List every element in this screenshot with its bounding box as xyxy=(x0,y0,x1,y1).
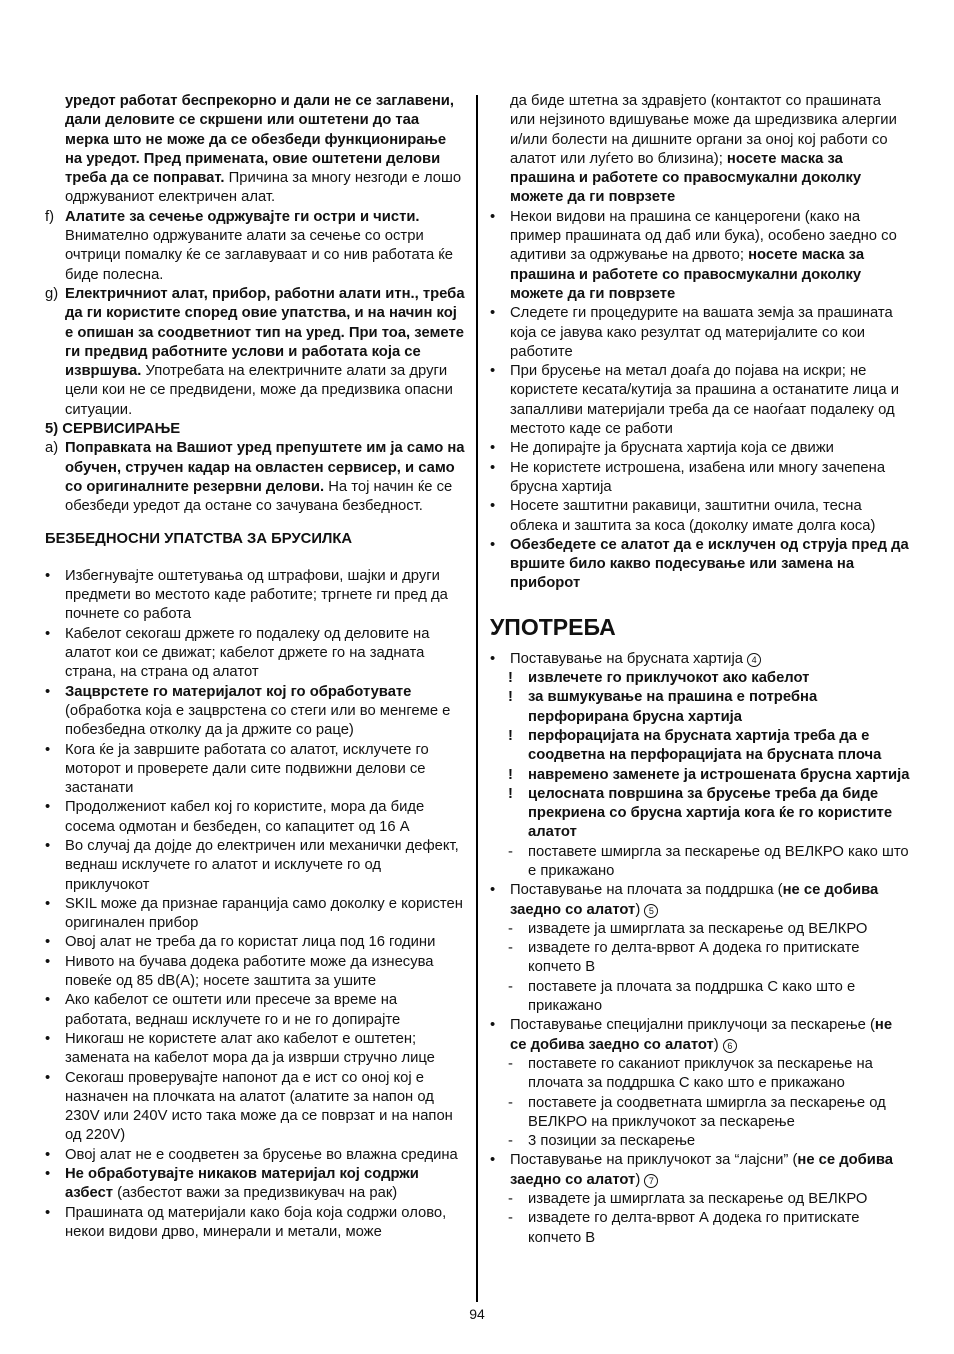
dash-marker: - xyxy=(508,1133,513,1150)
list-item: • Не допирајте ја брусната хартија која се движи xyxy=(490,439,910,458)
step-item: - извадете го делта-врвот А додека го притискате копчето В xyxy=(508,940,860,976)
step-item: - извадете ја шмирглата за пескарење од ВЕЛКРО xyxy=(490,920,910,939)
list-item: • Следете ги процедурите на вашата земја за прашината која се јавува како резултат од материјалите со кои работите xyxy=(490,305,893,360)
list-item: • Овој алат не треба да го користат лица под 16 години xyxy=(45,933,465,952)
column-divider xyxy=(476,95,478,1302)
figure-ref-4: 4 xyxy=(747,653,761,667)
bullet: • xyxy=(45,625,51,642)
figure-ref-6: 6 xyxy=(723,1039,737,1053)
usage-item-sanding-paper: • Поставување на брусната хартија 4 xyxy=(490,650,910,669)
step-list xyxy=(490,920,910,1016)
list-item: • Носете заштитни ракавици, заштитни очила, тесна облека и заштита за коса (доколку имате долга коса) xyxy=(490,498,876,534)
list-item: • Не обработувајте никаков материјал кој содржи азбест (азбестот важи за предизвикувач на рак) xyxy=(45,1166,419,1202)
item-a: a) Поправката на Вашиот уред препуштете им ја само на обучен, стручен кадар на овластен сервисер, и само со оригиналните резервни делови. На тој начин ќе се обезбеди уредот да остане со зачувана безбедност. xyxy=(45,440,465,515)
usage-item-support-plate: • Поставување на плочата за поддршка (не се добива заедно со алатот) 5 xyxy=(490,882,879,918)
intro-paragraph: уредот работат беспрекорно и дали не се заглавени, дали деловите се скршени или оштетени до таа мерка што не може да се обезбеди функционирање на уредот. Пред примената, овие оштетени делови треба да се поправат. Причина за многу незгоди е лошо одржуваниот електричен алат. xyxy=(65,93,462,206)
list-item: • Зацврстете го материјалот кој го обработувате (обработка која е зацврстена со стеги или во менгеме е побезбедна отколку да ја држите со раце) xyxy=(45,683,451,739)
dust-bullet-list xyxy=(490,208,910,594)
warning-marker: ! xyxy=(508,670,513,687)
step-item: - 3 позиции за пескарење xyxy=(490,1132,910,1151)
safety-heading: БЕЗБЕДНОСНИ УПАТСТВА ЗА БРУСИЛКА xyxy=(45,530,353,547)
figure-ref-7: 7 xyxy=(644,1174,658,1188)
bullet: • xyxy=(490,882,496,899)
dash-marker: - xyxy=(508,1094,513,1111)
step-item: - извадете ја шмирглата за пескарење од ВЕЛКРО xyxy=(490,1190,910,1209)
list-item: • Обезбедете се алатот да е исклучен од струја пред да вршите било какво подесување или замена на приборот xyxy=(490,536,909,592)
step-item: - поставете ја плочата за поддршка C како што е прикажано xyxy=(508,978,856,1015)
bullet: • xyxy=(490,650,496,667)
page-number: 94 xyxy=(469,1306,485,1322)
dash-marker: - xyxy=(508,1055,513,1072)
step-item: - поставете ја соодветната шмиргла за пескарење од ВЕЛКРО на приклучокот за пескарење xyxy=(508,1094,886,1130)
bullet: • xyxy=(45,953,51,970)
dash-marker: - xyxy=(508,920,513,937)
bullet: • xyxy=(490,459,496,476)
list-item: • Никогаш не користете алат ако кабелот е оштетен; замената на кабелот мора да ја изврши стручно лице xyxy=(45,1030,435,1067)
list-item: • Не користете истрошена, изабена или многу зачепена брусна хартија xyxy=(490,459,886,495)
list-item: • SKIL може да признае гаранција само доколку е користен оригинален прибор xyxy=(45,895,463,932)
warning-item: ! за вшмукување на прашина е потребна перфорирана брусна хартија xyxy=(508,689,818,725)
list-item: • Кабелот секогаш држете го подалеку од деловите на алатот кои се движат; кабелот држете го на задната страна, на страна од алатот xyxy=(45,625,430,681)
bullet: • xyxy=(45,992,51,1009)
dash-marker: - xyxy=(508,1191,513,1208)
item-marker: a) xyxy=(45,440,59,457)
list-item: • Ако кабелот се оштети или пресече за време на работата, веднаш исклучете го и не го допирајте xyxy=(45,992,401,1028)
list-item: • Кога ќе ја завршите работата со алатот, исклучете го моторот и проверете дали сите подвижни делови се застанати xyxy=(45,741,429,797)
usage-heading: УПОТРЕБА xyxy=(490,613,616,640)
item-marker: g) xyxy=(45,285,59,302)
step-list xyxy=(490,1055,910,1151)
bullet: • xyxy=(45,1030,51,1047)
right-column xyxy=(490,92,910,1248)
bullet: • xyxy=(45,1204,51,1221)
warning-list xyxy=(490,669,910,843)
bullet: • xyxy=(490,1017,496,1034)
warning-item: ! извлечете го приклучокот ако кабелот xyxy=(490,669,910,688)
list-item: • При брусење на метал доаѓа до појава на искри; не користете кесата/кутија за прашина а останатите лица и запалливи материјали треба да се наоѓаат подалеку од местото каде се работи xyxy=(490,363,899,438)
warning-item: ! перфорацијата на брусната хартија треба да е соодветна на перфорацијата на брусната плоча xyxy=(508,727,882,764)
bullet: • xyxy=(490,536,496,553)
warning-marker: ! xyxy=(508,766,513,783)
bullet: • xyxy=(45,1069,51,1086)
step-item: - поставете го саканиот приклучок за пескарење на плочата за поддршка C како што е прикажано xyxy=(508,1055,873,1092)
warning-item: ! целосната површина за брусење треба да биде прекриена со брусна хартија кога ќе го користите алатот xyxy=(508,785,893,841)
figure-ref-5: 5 xyxy=(644,904,658,918)
bullet: • xyxy=(45,683,51,700)
bullet: • xyxy=(45,837,51,854)
item-g: g) Електричниот алат, прибор, работни алати итн., треба да ги користите според овие упатства, и на начин кој е опишан за соодветниот тип на уред. При тоа, земете ги предвид работните услови и работата која се извршува. Употребата на електричните алати за други цели кои не се предвидени, може да предизвика опасни ситуации. xyxy=(45,285,465,418)
dash-marker: - xyxy=(508,978,513,995)
warning-marker: ! xyxy=(508,785,513,802)
dash-marker: - xyxy=(508,1210,513,1227)
list-item: • Продолжениот кабел кој го користите, мора да биде сосема одмотан и безбеден, со капацитет од 16 А xyxy=(45,799,425,835)
usage-item-profile-attachment: • Поставување на приклучокот за “лајсни” (не се добива заедно со алатот) 7 xyxy=(490,1152,894,1188)
bullet: • xyxy=(45,934,51,951)
dash-marker: - xyxy=(508,940,513,957)
bullet: • xyxy=(45,567,51,584)
item-marker: f) xyxy=(45,208,55,225)
list-item: • Некои видови на прашина се канцерогени (како на пример прашината од даб или бука), особено заедно со адитиви за одржување на дрвото; носете маска за прашина и работете со правосмукални доколку можете да ги поврзете xyxy=(490,208,897,302)
list-item: • Прашината од материјали како боја која содржи олово, некои видови дрво, минерали и метали, може xyxy=(45,1204,447,1240)
dash-marker: - xyxy=(508,843,513,860)
bullet: • xyxy=(45,1166,51,1183)
step-item: - поставете шмиргла за пескарење од ВЕЛКРО како што е прикажано xyxy=(508,843,909,879)
bullet: • xyxy=(45,799,51,816)
warning-marker: ! xyxy=(508,689,513,706)
list-item: • Избегнувајте оштетувања од штрафови, шајки и други предмети во местото каде работите; тргнете ги пред да почнете со работа xyxy=(45,567,448,623)
list-item: • Нивото на бучава додека работите може да изнесува повеќе од 85 dB(A); носете заштита за ушите xyxy=(45,953,434,990)
bullet: • xyxy=(490,363,496,380)
bullet: • xyxy=(490,498,496,515)
section-heading-servicing: 5) СЕРВИСИРАЊЕ xyxy=(45,421,181,438)
bullet: • xyxy=(490,1152,496,1169)
item-f: f) Алатите за сечење одржувајте ги остри и чисти. Внимателно одржуваните алати за сечење со остри очтрици помалку ќе се заглавуваат и со нив работата ќе биде полесна. xyxy=(45,208,454,283)
bullet: • xyxy=(45,741,51,758)
bullet: • xyxy=(45,1146,51,1163)
usage-item-special-attachments: • Поставување специјални приклучоци за пескарење (не се добива заедно со алатот) 6 xyxy=(490,1017,893,1053)
bullet: • xyxy=(490,440,496,457)
continued-paragraph: да биде штетна за здравјето (контактот со прашината или нејзиното вдишување може да шредизвика алергии и/или болести на дишните органи за оној кој работи со алатот или луѓето во близина); носете маска за прашина и работете со правосмукални доколку можете да ги поврзете xyxy=(510,93,897,206)
list-item: • Секогаш проверувајте напонот да е ист со оној кој е назначен на плочката на алатот (алатите за напон од 230V или 240V исто така може да се поврзат и на напон од 220V) xyxy=(45,1069,453,1144)
step-list xyxy=(490,843,910,882)
warning-marker: ! xyxy=(508,727,513,744)
warning-item: ! навремено заменете ја истрошената брусна хартија xyxy=(490,766,910,785)
list-item: • Овој алат не е соодветен за брусење во влажна средина xyxy=(45,1146,465,1165)
safety-bullet-list xyxy=(45,567,465,1242)
bullet: • xyxy=(45,895,51,912)
list-item: • Во случај да дојде до електричен или механички дефект, веднаш исклучете го алатот и исклучете го од приклучокот xyxy=(45,837,459,893)
bullet: • xyxy=(490,208,496,225)
bullet: • xyxy=(490,305,496,322)
step-list xyxy=(490,1190,910,1248)
left-column xyxy=(45,92,465,1242)
step-item: - извадете го делта-врвот А додека го притискате копчето В xyxy=(508,1210,860,1246)
